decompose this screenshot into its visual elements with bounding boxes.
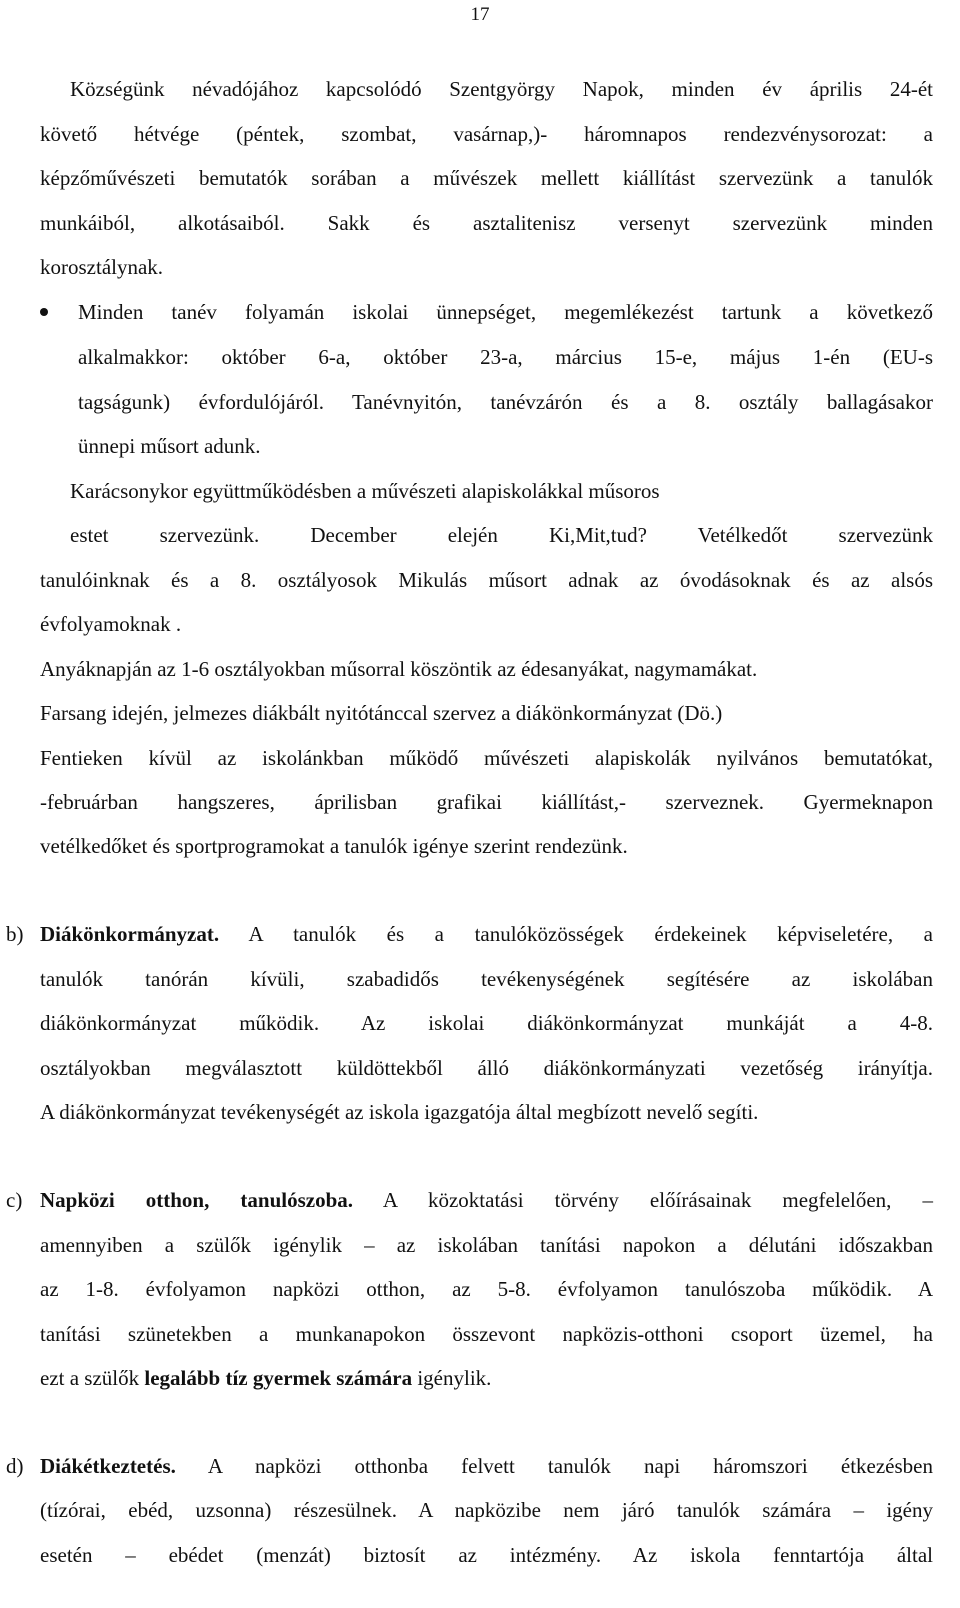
section-b-first-text: A tanulók és a tanulóközösségek érdekeinek képviseletére, a [219,922,933,946]
section-c-last-bold: legalább tíz gyermek számára [144,1366,413,1390]
section-b-first-line [40,921,933,947]
text-line: Községünk névadójához kapcsolódó Szentgyörgy Napok, minden év április 24-ét [70,77,933,101]
section-c-line [40,1365,491,1391]
section-c-line: amennyiben a szülők igénylik – az iskolában tanítási napokon a délutáni időszakban [40,1233,933,1257]
section-c-line: az 1-8. évfolyamon napközi otthon, az 5-8. évfolyamon tanulószoba működik. A [40,1277,933,1301]
section-b-heading: Diákönkormányzat. [40,922,220,946]
text-line: Farsang idején, jelmezes diákbált nyitótánccal szervez a diákönkormányzat (Dö.) [40,701,723,725]
section-b-line: A diákönkormányzat tevékenységét az iskola igazgatója által megbízott nevelő segíti. [40,1100,759,1124]
section-marker-c: c) [6,1188,23,1212]
text-line: Karácsonykor együttműködésben a művészeti alapiskolákkal műsoros [70,479,660,503]
text-line: estet szervezünk. December elején Ki,Mit,tud? Vetélkedőt szervezünk [70,523,933,547]
section-d-heading: Diákétkeztetés. [40,1454,176,1478]
text-line: vetélkedőket és sportprogramokat a tanulók igénye szerint rendezünk. [40,834,628,858]
section-b-line: osztályokban megválasztott küldöttekből álló diákönkormányzati vezetőség irányítja. [40,1056,933,1080]
text-line: tanulóinknak és a 8. osztályosok Mikulás műsort adnak az óvodásoknak és az alsós [40,568,933,592]
section-c-last-post: igénylik. [412,1366,492,1390]
section-d-first-line [40,1453,933,1479]
section-d-line: esetén – ebédet (menzát) biztosít az intézmény. Az iskola fenntartója által [40,1543,933,1567]
section-marker-b: b) [6,922,24,946]
section-marker-d: d) [6,1454,24,1478]
bullet-text-line: alkalmakkor: október 6-a, október 23-a, március 15-e, május 1-én (EU-s [78,345,933,369]
text-line: évfolyamoknak . [40,612,182,636]
text-line: képzőművészeti bemutatók sorában a művészek mellett kiállítást szervezünk a tanulók [40,166,933,190]
text-line: Anyáknapján az 1-6 osztályokban műsorral köszöntik az édesanyákat, nagymamákat. [40,657,758,681]
text-line: követő hétvége (péntek, szombat, vasárnap,)- háromnapos rendezvénysorozat: a [40,122,933,146]
bullet-text-line: ünnepi műsort adunk. [78,434,261,458]
text-line: Fentieken kívül az iskolánkban működő művészeti alapiskolák nyilvános bemutatókat, [40,746,933,770]
bullet-icon [40,308,48,316]
section-b-line: tanulók tanórán kívüli, szabadidős tevékenységének segítésére az iskolában [40,967,933,991]
text-line: korosztálynak. [40,255,164,279]
section-c-last-pre: ezt a szülők [40,1366,145,1390]
section-c-line: tanítási szünetekben a munkanapokon összevont napközis-otthoni csoport üzemel, ha [40,1322,933,1346]
section-c-first-text: A közoktatási törvény előírásainak megfelelően, – [353,1188,933,1212]
section-d-line: (tízórai, ebéd, uzsonna) részesülnek. A napközibe nem járó tanulók számára – igény [40,1498,933,1522]
section-c-heading: Napközi otthon, tanulószoba. [40,1188,354,1212]
section-c-first-line [40,1187,933,1213]
page-number: 17 [470,4,490,25]
bullet-text-line: tagságunk) évfordulójáról. Tanévnyitón, tanévzárón és a 8. osztály ballagásakor [78,390,933,414]
section-d-first-text: A napközi otthonba felvett tanulók napi háromszori étkezésben [175,1454,933,1478]
bullet-text-line: Minden tanév folyamán iskolai ünnepséget, megemlékezést tartunk a következő [78,300,933,324]
text-line: -februárban hangszeres, áprilisban grafikai kiállítást,- szerveznek. Gyermeknapon [40,790,933,814]
text-line: munkáiból, alkotásaiból. Sakk és asztalitenisz versenyt szervezünk minden [40,211,933,235]
section-b-line: diákönkormányzat működik. Az iskolai diákönkormányzat munkáját a 4-8. [40,1011,933,1035]
